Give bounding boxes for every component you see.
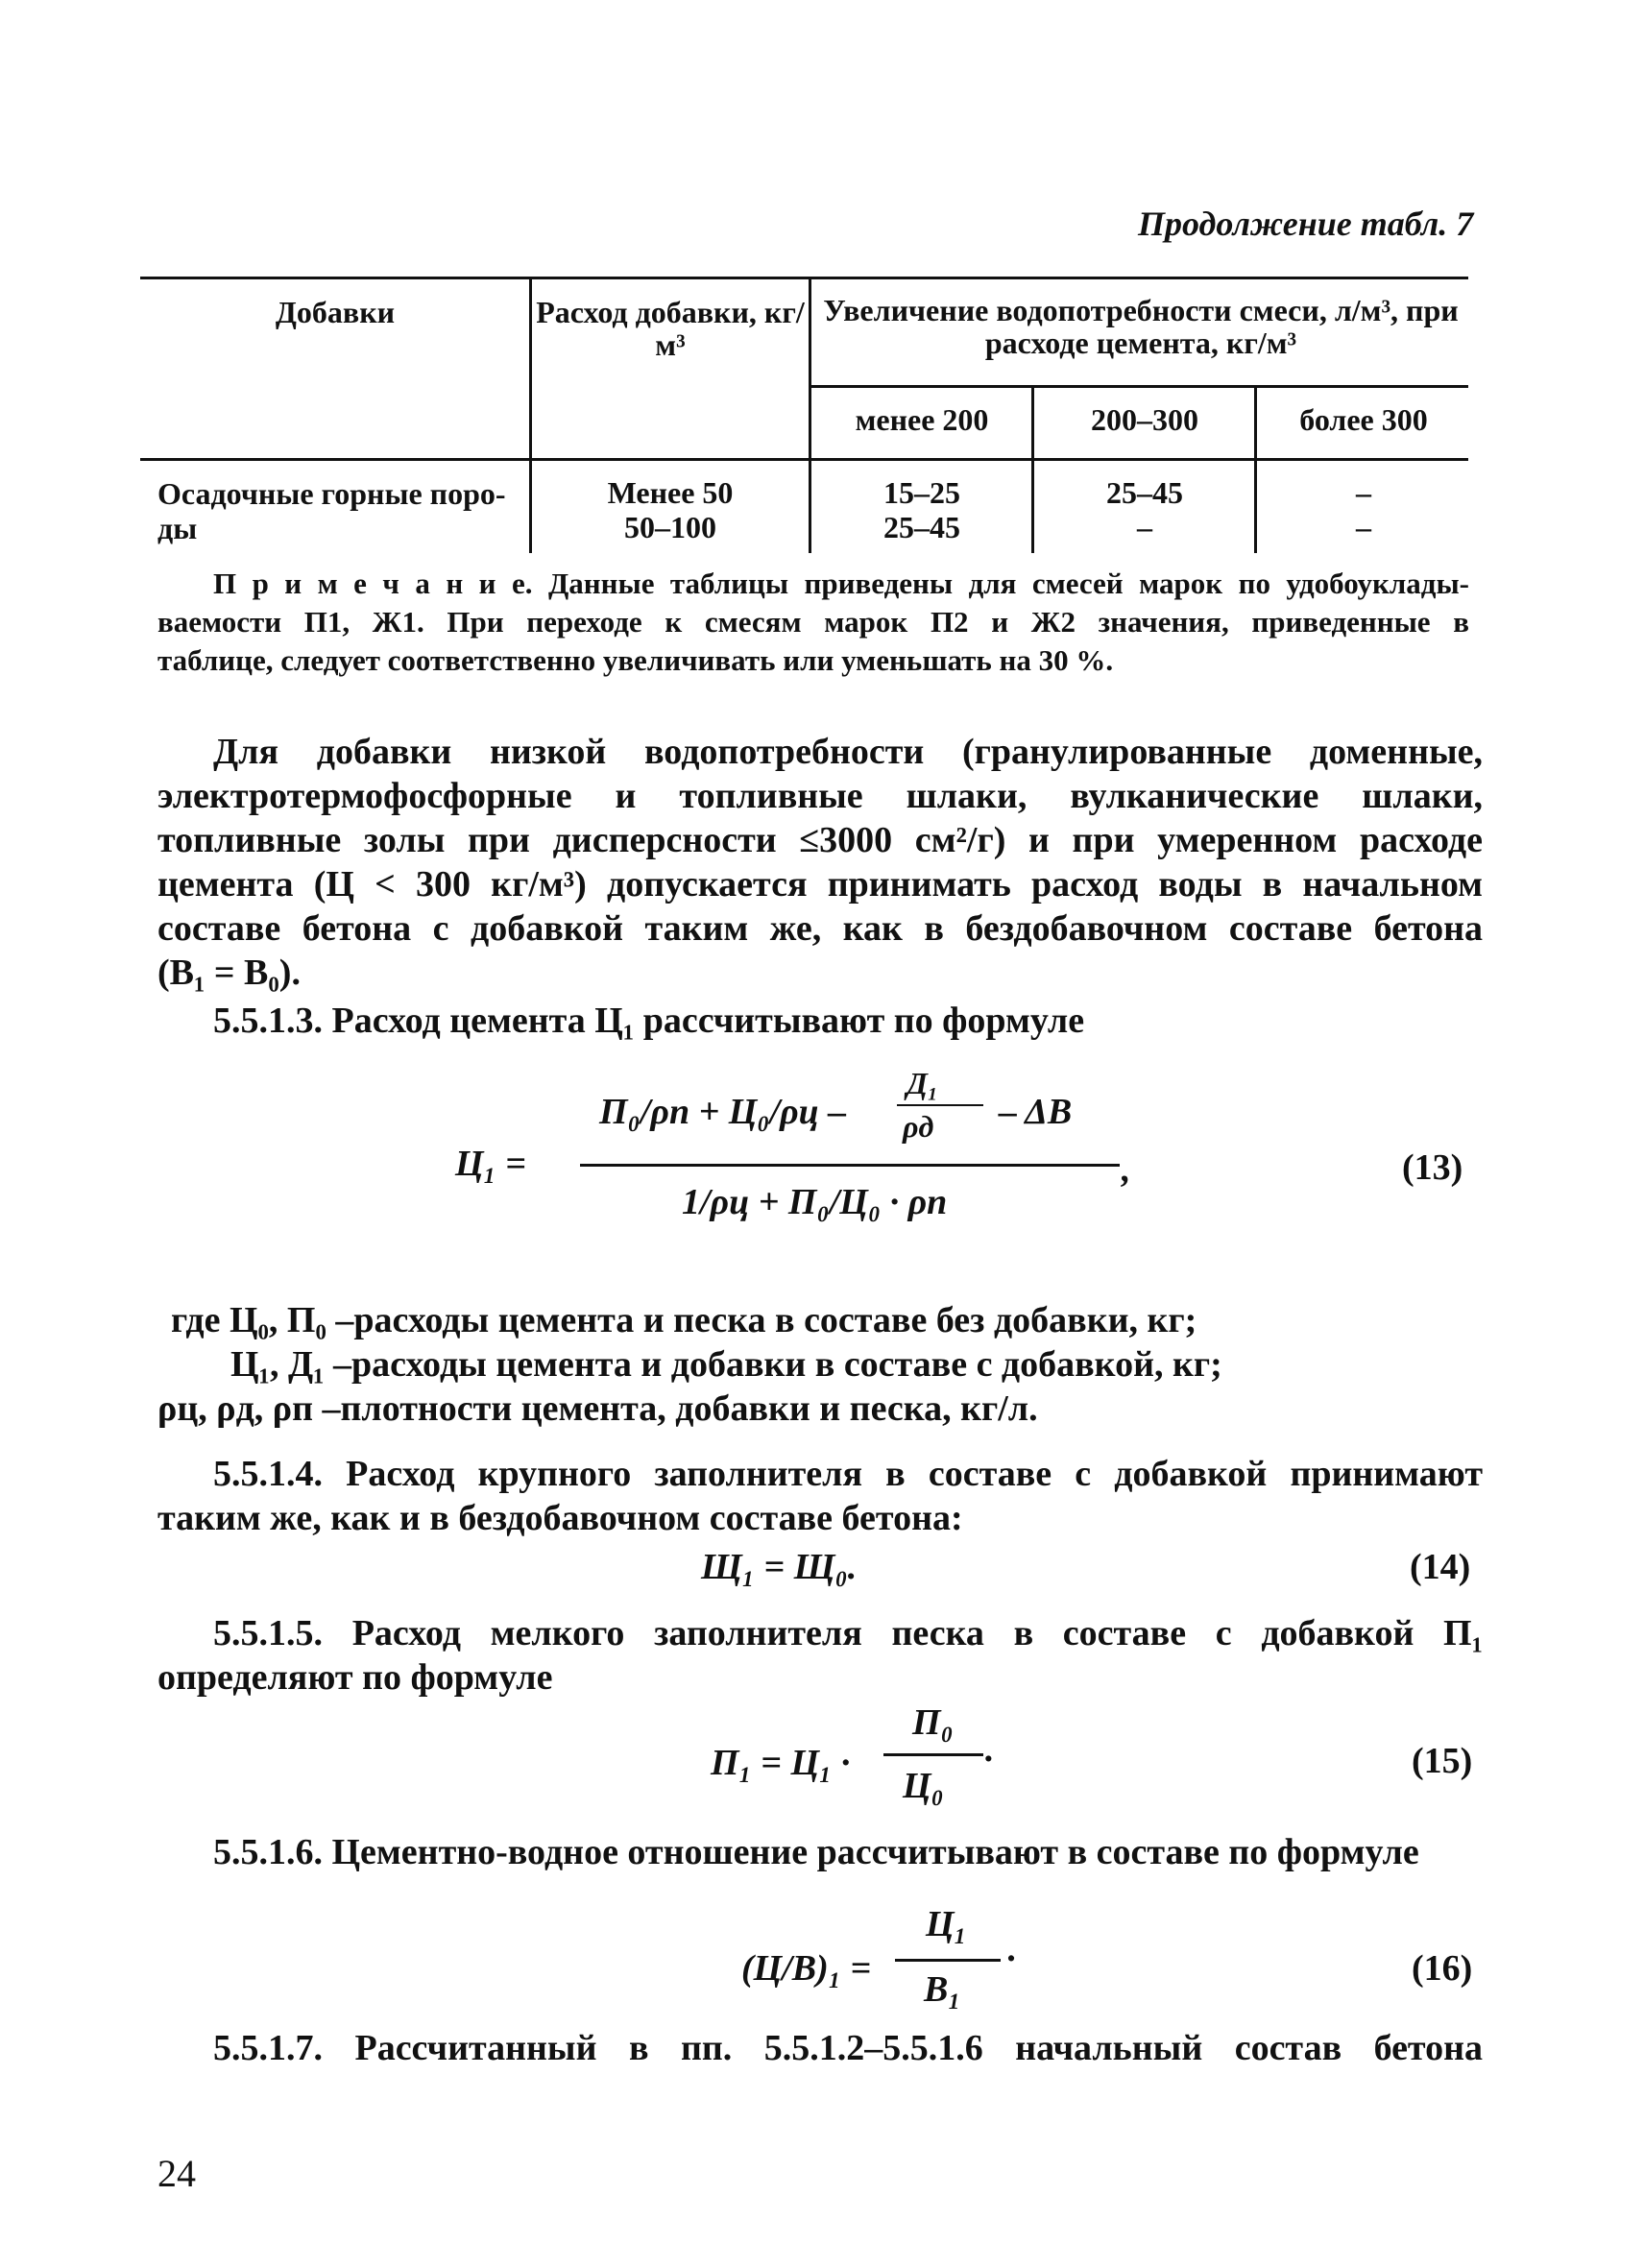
section-5-5-1-5-line1: 5.5.1.5. Расход мелкого заполнителя песка в составе с добавкой П₁ [213, 1613, 1483, 1653]
table-cell-lt200-2: 25–45 [883, 510, 960, 544]
table-col-divider-2 [809, 277, 811, 553]
table-cell-consumption-1: Менее 50 [607, 475, 734, 510]
table-subheader-200-300: 200–300 [1091, 402, 1198, 437]
eq13-comma: , [1122, 1149, 1131, 1190]
body-paragraph-1-line4: цемента (Ц < 300 кг/м³) допускается принимать расход воды в начальном [157, 864, 1483, 905]
section-5-5-1-5-line2: определяют по формуле [157, 1657, 553, 1698]
table-cell-lt200-1: 15–25 [883, 475, 960, 510]
note-text-1: Данные таблицы приведены для смесей марок по удобоуклады- [547, 567, 1470, 600]
eq15-fraction-bar [883, 1753, 983, 1756]
table-header-increase: Увеличение водопотребности смеси, л/м³, при расходе цемента, кг/м³ [823, 293, 1459, 360]
table-header-bottom-rule [140, 458, 1468, 461]
eq13-num-frac-top: Д₁ [907, 1066, 939, 1100]
eq15-lhs: П₁ = Ц₁ · [711, 1743, 851, 1783]
table-header-additive: Добавки [275, 295, 396, 329]
table-cell-200-300-1: 25–45 [1106, 475, 1183, 510]
table-note-line3: таблице, следует соответственно увеличивать или уменьшать на 30 %. [157, 643, 1114, 677]
legend-line-3: ρц, ρд, ρп –плотности цемента, добавки и песка, кг/л. [157, 1388, 1038, 1429]
body-paragraph-1-line3: топливные золы при дисперсности ≤3000 см²/г) и при умеренном расходе [157, 820, 1483, 860]
table-subheader-gt300: более 300 [1299, 402, 1428, 437]
eq16-number: (16) [1412, 1948, 1473, 1989]
table-top-rule [140, 277, 1468, 279]
section-5-5-1-3: 5.5.1.3. Расход цемента Ц₁ рассчитывают по формуле [213, 1001, 1085, 1041]
eq14-formula: Щ₁ = Щ₀. [701, 1547, 858, 1587]
eq13-num-tail: – ΔВ [999, 1092, 1073, 1132]
eq13-num-frac-bottom: ρд [903, 1109, 934, 1144]
eq16-fraction-bar [895, 1959, 1001, 1962]
eq14-number: (14) [1410, 1547, 1471, 1587]
table-col-divider-1 [529, 277, 532, 553]
legend-line-2: Ц₁, Д₁ –расходы цемента и добавки в составе с добавкой, кг; [230, 1344, 1222, 1385]
table-cell-consumption-2: 50–100 [624, 510, 716, 544]
table-note-line2: ваемости П1, Ж1. При переходе к смесям марок П2 и Ж2 значения, приведенные в [157, 605, 1469, 639]
eq15-dot: . [985, 1729, 995, 1770]
eq13-lhs: Ц₁ = [455, 1144, 526, 1184]
eq15-number: (15) [1412, 1741, 1473, 1781]
table-col-divider-3 [1031, 385, 1034, 553]
table-subheader-rule [809, 385, 1468, 388]
eq15-denominator: Ц₀ [903, 1766, 944, 1806]
legend-line-1: где Ц₀, П₀ –расходы цемента и песка в составе без добавки, кг; [171, 1300, 1197, 1340]
eq13-numerator: П₀/ρп + Ц₀/ρц – [599, 1092, 847, 1132]
eq13-main-fraction-bar [580, 1164, 1120, 1167]
section-5-5-1-4-line1: 5.5.1.4. Расход крупного заполнителя в составе с добавкой принимают [213, 1454, 1483, 1494]
note-label: П р и м е ч а н и е. [213, 567, 533, 600]
table-note-line1 [213, 567, 1469, 601]
table-row-name-cont: ды [157, 511, 198, 545]
eq13-denominator: 1/ρц + П₀/Ц₀ · ρп [682, 1182, 948, 1222]
table-subheader-lt200: менее 200 [855, 402, 989, 437]
eq13-number: (13) [1402, 1147, 1463, 1188]
table-continuation-caption: Продолжение табл. 7 [1138, 205, 1474, 243]
eq15-numerator: П₀ [912, 1702, 954, 1743]
eq16-lhs: (Ц/В)₁ = [741, 1948, 872, 1989]
body-paragraph-1-line6: (В₁ = В₀). [157, 953, 301, 993]
eq16-numerator: Ц₁ [926, 1904, 967, 1944]
table-row-name: Осадочные горные поро- [157, 476, 506, 511]
table-cell-200-300-2: – [1137, 510, 1152, 544]
section-5-5-1-4-line2: таким же, как и в бездобавочном составе бетона: [157, 1498, 963, 1538]
table-header-consumption: Расход добавки, кг/м³ [536, 295, 805, 362]
body-paragraph-1-line1: Для добавки низкой водопотребности (гранулированные доменные, [213, 732, 1483, 772]
eq16-dot: · [1006, 1939, 1016, 1979]
body-paragraph-1-line2: электротермофосфорные и топливные шлаки, вулканические шлаки, [157, 776, 1483, 816]
section-5-5-1-7: 5.5.1.7. Рассчитанный в пп. 5.5.1.2–5.5.1.6 начальный состав бетона [213, 2028, 1483, 2068]
page-number: 24 [157, 2152, 196, 2195]
table-col-divider-4 [1254, 385, 1257, 553]
eq16-denominator: В₁ [924, 1969, 961, 2010]
section-5-5-1-6: 5.5.1.6. Цементно-водное отношение рассчитывают в составе по формуле [213, 1832, 1419, 1872]
body-paragraph-1-line5: составе бетона с добавкой таким же, как в бездобавочном составе бетона [157, 908, 1483, 949]
table-cell-gt300-1: – [1356, 475, 1371, 510]
eq13-inner-fraction-bar [897, 1104, 983, 1106]
table-cell-gt300-2: – [1356, 510, 1371, 544]
